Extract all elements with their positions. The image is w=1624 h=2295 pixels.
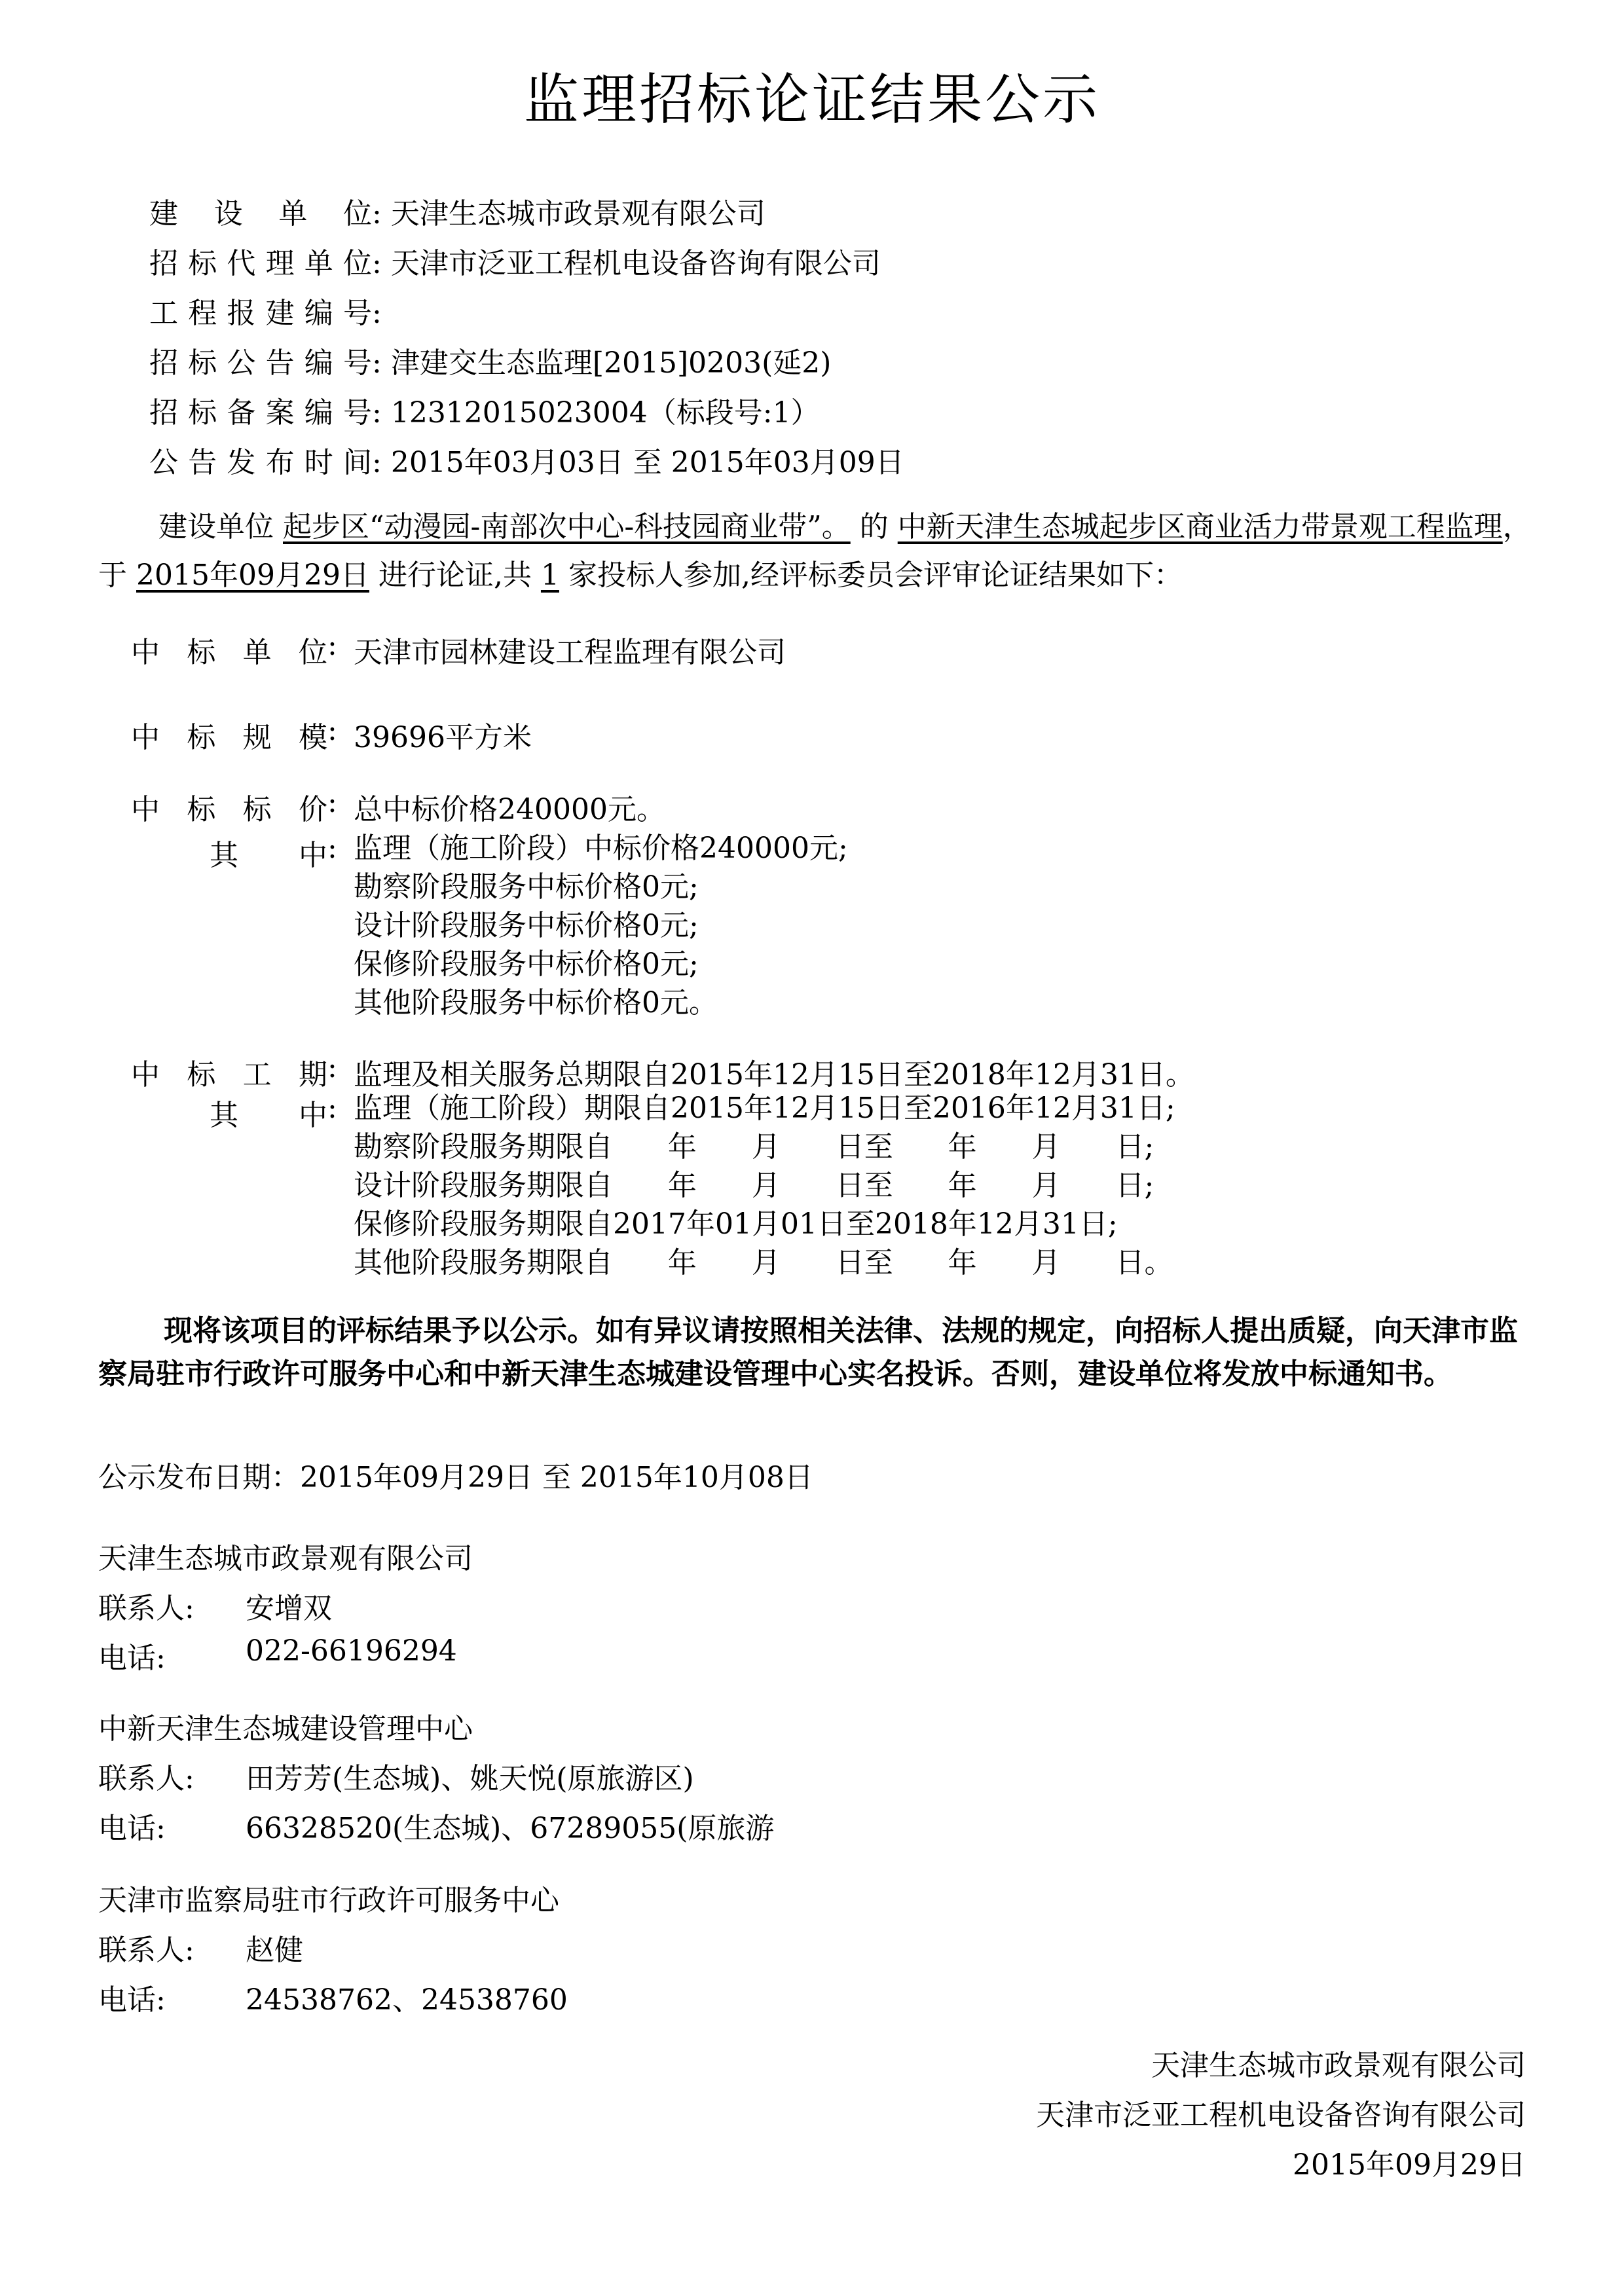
info-row-notice-number: 招标公告编号: 津建交生态监理[2015]0203(延2) — [149, 339, 831, 381]
contact-person-label: 联系人: — [98, 1934, 194, 1967]
winner-label: 中标单位 — [131, 636, 327, 669]
price-value: 总中标价格240000元。 — [354, 793, 665, 826]
contact-org: 天津生态城市政景观有限公司 — [98, 1542, 473, 1575]
bidder-count: 1 — [540, 559, 559, 592]
list-item: 其他阶段服务期限自 年 月 日至 年 月 日。 — [354, 1246, 1173, 1279]
info-label: 招标代理单位 — [149, 247, 372, 280]
period-breakdown-list — [354, 1089, 1175, 1282]
signature-org-1: 天津生态城市政景观有限公司 — [1151, 2049, 1526, 2082]
period-label: 中标工期 — [131, 1058, 327, 1092]
notice-paragraph: 现将该项目的评标结果予以公示。如有异议请按照相关法律、法规的规定，向招标人提出质疑，向天津市监察局驻市行政许可服务中心和中新天津生态城建设管理中心实名投诉。否则，建设单位将发放中标通知书。 — [98, 1314, 1518, 1391]
info-label: 招标备案编号 — [149, 396, 372, 430]
info-row-publish-time: 公告发布时间: 2015年03月03日 至 2015年03月09日 — [149, 439, 904, 481]
list-item: 其他阶段服务中标价格0元。 — [354, 986, 718, 1019]
list-item: 设计阶段服务中标价格0元; — [354, 909, 699, 942]
info-row-filing-number: 招标备案编号: 12312015023004（标段号:1） — [149, 389, 820, 431]
info-value: 天津市泛亚工程机电设备咨询有限公司 — [390, 247, 881, 280]
list-item: 设计阶段服务期限自 年 月 日至 年 月 日; — [354, 1169, 1154, 1202]
contact-phone: 022-66196294 — [246, 1634, 457, 1668]
contact-org: 中新天津生态城建设管理中心 — [98, 1712, 473, 1746]
info-value: 天津生态城市政景观有限公司 — [390, 197, 766, 230]
contact-person: 赵健 — [246, 1934, 303, 1967]
period-sub-label: 其中 — [210, 1099, 327, 1132]
contact-phone: 24538762、24538760 — [246, 1983, 568, 2017]
info-label: 公告发布时间 — [149, 446, 372, 479]
contact-phone-label: 电话: — [98, 1983, 166, 2017]
contact-phone: 66328520(生态城)、67289055(原旅游 — [246, 1812, 775, 1845]
info-row-project-code: 工程报建编号: — [149, 289, 391, 331]
project-name: 中新天津生态城起步区商业活力带景观工程监理 — [897, 510, 1503, 543]
contact-person: 田芳芳(生态城)、姚天悦(原旅游区) — [246, 1762, 694, 1795]
publish-date: 公示发布日期：2015年09月29日 至 2015年10月08日 — [98, 1461, 813, 1494]
contact-phone-label: 电话: — [98, 1642, 166, 1675]
price-breakdown-list — [354, 829, 848, 1022]
list-item: 勘察阶段服务期限自 年 月 日至 年 月 日; — [354, 1130, 1154, 1164]
signature-org-2: 天津市泛亚工程机电设备咨询有限公司 — [1036, 2099, 1526, 2132]
page-title: 监理招标论证结果公示 — [523, 67, 1100, 132]
signature-date: 2015年09月29日 — [1293, 2148, 1526, 2182]
review-date: 2015年09月29日 — [136, 559, 369, 592]
contact-org: 天津市监察局驻市行政许可服务中心 — [98, 1884, 559, 1917]
contact-person-label: 联系人: — [98, 1762, 194, 1795]
info-label: 建设单位 — [149, 197, 372, 230]
price-label: 中标标价 — [131, 793, 327, 826]
contact-phone-label: 电话: — [98, 1812, 166, 1845]
winner-value: 天津市园林建设工程监理有限公司 — [354, 636, 786, 669]
list-item: 保修阶段服务期限自2017年01月01日至2018年12月31日; — [354, 1207, 1118, 1241]
list-item: 保修阶段服务中标价格0元; — [354, 947, 699, 981]
intro-paragraph: 建设单位 起步区“动漫园-南部次中心-科技园商业带”。 的 中新天津生态城起步区商业活力带景观工程监理，于 2015年09月29日 进行论证,共 1 家投标人参加,经评标委员会评审论证结果如下： — [98, 510, 1532, 592]
period-value: 监理及相关服务总期限自2015年12月15日至2018年12月31日。 — [354, 1058, 1194, 1092]
info-value: 2015年03月03日 至 2015年03月09日 — [390, 446, 904, 479]
info-label: 工程报建编号 — [149, 297, 372, 330]
scale-label: 中标规模 — [131, 721, 327, 754]
info-value: 12312015023004（标段号:1） — [390, 396, 820, 430]
list-item: 监理（施工阶段）中标价格240000元; — [354, 832, 848, 865]
info-label: 招标公告编号 — [149, 346, 372, 380]
info-row-agent: 招标代理单位: 天津市泛亚工程机电设备咨询有限公司 — [149, 240, 881, 282]
info-value: 津建交生态监理[2015]0203(延2) — [390, 346, 832, 380]
scale-value: 39696平方米 — [354, 721, 532, 754]
project-area: 起步区“动漫园-南部次中心-科技园商业带”。 — [283, 510, 851, 543]
contact-person-label: 联系人: — [98, 1592, 194, 1625]
contact-person: 安增双 — [246, 1592, 332, 1625]
list-item: 监理（施工阶段）期限自2015年12月15日至2016年12月31日; — [354, 1092, 1175, 1125]
info-row-builder: 建设单位: 天津生态城市政景观有限公司 — [149, 190, 766, 232]
price-sub-label: 其中 — [210, 839, 327, 872]
list-item: 勘察阶段服务中标价格0元; — [354, 870, 699, 904]
